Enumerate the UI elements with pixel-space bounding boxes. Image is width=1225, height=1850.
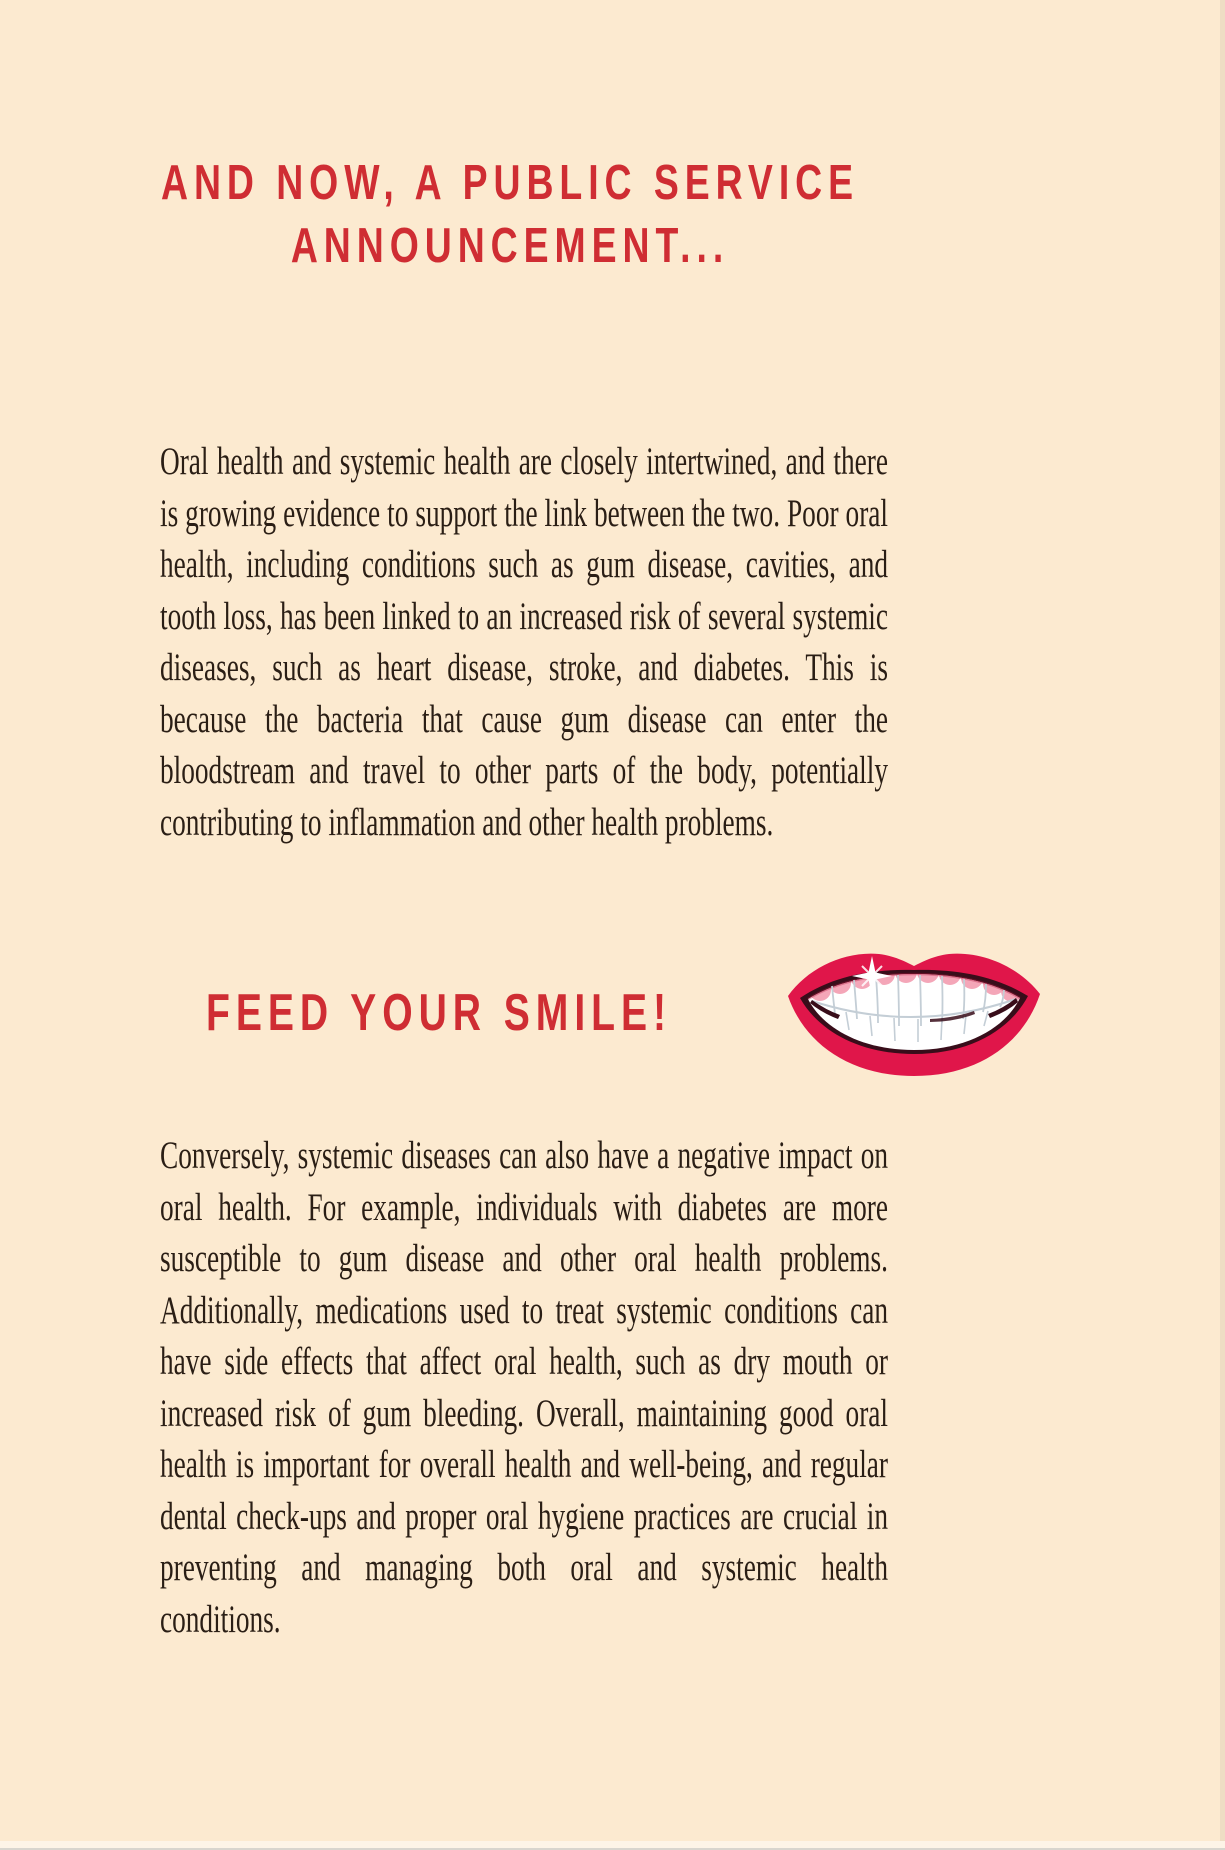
feed-your-smile-heading: FEED YOUR SMILE! [206,983,672,1042]
page-title-line1: AND NOW, A PUBLIC SERVICE [160,155,860,211]
page-title-line2: ANNOUNCEMENT... [290,218,730,273]
closing-paragraph: Conversely, systemic diseases can also have a negative impact on oral health. For example, individuals with diabetes are more susceptible to gum disease and other oral health problems. Additionally, medications used to treat systemic conditions can have side effects that affect oral health, such as dry mouth or increased risk of gum bleeding. Overall, maintaining good oral health is important for overall health and well-being, and regular dental check-ups and proper oral hygiene practices are crucial in preventing and managing both oral and systemic health conditions. [160,1134,888,1641]
page-right-edge [1220,0,1225,1850]
page-title [77,152,944,277]
smiling-mouth-icon [782,948,1046,1080]
page-bottom-edge [0,1841,1225,1850]
intro-paragraph: Oral health and systemic health are closely intertwined, and there is growing evidence to support the link between the two. Poor oral health, including conditions such as gum disease, cavities, and tooth loss, has been linked to an increased risk of several systemic diseases, such as heart disease, stroke, and diabetes. This is because the bacteria that cause gum disease can enter the bloodstream and travel to other parts of the body, potentially contributing to inflammation and other health problems. [160,440,888,844]
